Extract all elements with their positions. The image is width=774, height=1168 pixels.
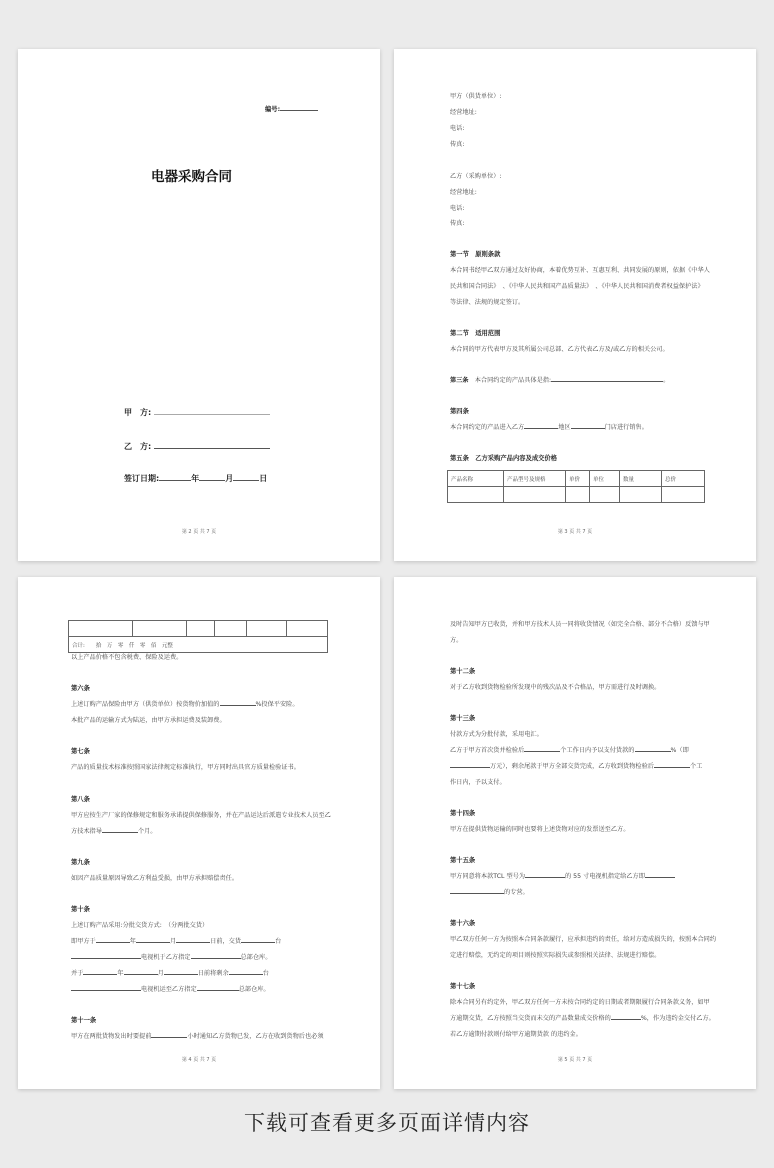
days-blank xyxy=(654,767,690,768)
days-blank xyxy=(524,751,560,752)
article-17-text xyxy=(450,1015,715,1023)
article-10-text-b: 年 xyxy=(129,938,136,945)
article-15-text xyxy=(450,889,529,897)
article-16-text: 定进行赔偿，无约定的项目则按照实际损失或参照相关法律、法规进行赔偿。 xyxy=(450,952,661,959)
date-blank xyxy=(124,974,158,975)
price-note: 以上产品价格不包含税费、保险及运费。 xyxy=(71,654,183,661)
article-4-text-c: 门店进行销售。 xyxy=(604,424,648,431)
article-10-text-g: 总部仓库。 xyxy=(240,954,272,961)
article-11-text xyxy=(71,1033,324,1041)
table-cell xyxy=(448,487,504,503)
article-10-title: 第十条 xyxy=(71,906,90,913)
party-a-blank xyxy=(154,414,270,415)
table-header-cell: 总价 xyxy=(662,471,705,487)
article-13-title: 第十三条 xyxy=(450,715,476,722)
article-10-text xyxy=(71,938,281,946)
hours-blank xyxy=(151,1037,187,1038)
article-10-text-d: 日前，交货 xyxy=(210,938,242,945)
article-3-text: 本合同约定的产品具体是指: xyxy=(474,377,552,384)
article-13-text-e: 个工 xyxy=(689,763,703,770)
year-label: 年 xyxy=(191,474,200,483)
table-cell xyxy=(133,621,187,637)
article-10-text-j: 月 xyxy=(157,970,164,977)
article-10-text xyxy=(71,986,270,994)
date-blank xyxy=(96,942,130,943)
date-blank xyxy=(136,942,170,943)
article-17-text-b: %，作为违约金交付乙方。 xyxy=(640,1015,715,1022)
article-3-title: 第三条 xyxy=(450,377,469,384)
article-15-text-a: 甲方同意将本款TCL 型号为 xyxy=(450,873,526,880)
table-header-cell: 数量 xyxy=(620,471,662,487)
table-header-cell: 单位 xyxy=(590,471,620,487)
article-10-text-l: 台 xyxy=(262,970,269,977)
article-11-title: 第十一条 xyxy=(71,1017,97,1024)
article-7-title: 第七条 xyxy=(71,748,90,755)
section-1-title: 第一节 原则条款 xyxy=(450,251,501,258)
month-blank xyxy=(199,480,225,481)
article-10-text-a: 即甲方于 xyxy=(71,938,96,945)
date-blank xyxy=(164,974,198,975)
section-2-title: 第二节 适用范围 xyxy=(450,330,501,337)
article-6-title: 第六条 xyxy=(71,685,90,692)
table-row xyxy=(448,487,705,503)
article-10-text-n: 总部仓库。 xyxy=(238,986,270,993)
date-blank xyxy=(176,942,210,943)
article-10-text-e: 台 xyxy=(275,938,282,945)
table-row xyxy=(69,621,328,637)
section-1-text: 民共和国合同法》 、《中华人民共和国产品质量法》 、《中华人民共和国消费者权益保护法》 xyxy=(450,283,704,290)
table-header-row xyxy=(448,471,705,487)
article-15-title: 第十五条 xyxy=(450,857,476,864)
warehouse-blank xyxy=(191,958,241,959)
table-header-cell: 产品名称 xyxy=(448,471,504,487)
product-blank xyxy=(551,381,663,382)
article-6-text-b: %投保平安险。 xyxy=(255,701,299,708)
price-table-continued xyxy=(68,620,328,653)
total-words: 拾 万 零 仟 零 佰 元整 xyxy=(95,642,173,649)
article-15-text-c: 的专营。 xyxy=(504,889,529,896)
party-b-buyer: 乙方（采购单位）: xyxy=(450,173,502,180)
article-17-text-a: 方逾期交货，乙方按照当交货而未交的产品数量成交价格的 xyxy=(450,1015,611,1022)
region-blank xyxy=(524,428,558,429)
year-blank xyxy=(159,480,191,481)
article-3-line: 第三条 本合同约定的产品具体是指: 。 xyxy=(450,377,670,384)
day-blank xyxy=(233,480,259,481)
page-footer: 第 3 页 共 7 页 xyxy=(557,529,593,535)
table-cell xyxy=(69,621,133,637)
party-a-phone: 电话: xyxy=(450,125,465,132)
article-10-text-m: 电视机运至乙方指定 xyxy=(141,986,197,993)
article-6-text-a: 上述订购产品保险由甲方（供货单位）按货物价加值的 xyxy=(71,701,220,708)
article-13-text-d: 万元），剩余尾款于甲方全部交货完成，乙方收到货物检验后 xyxy=(490,763,654,770)
article-13-text-c: %（即 xyxy=(670,747,689,754)
amount-blank xyxy=(450,767,490,768)
party-b-address: 经营地址: xyxy=(450,189,477,196)
sign-date-line xyxy=(124,473,267,484)
article-12-title: 第十二条 xyxy=(450,668,476,675)
exclusive-blank xyxy=(450,893,504,894)
article-10-text: 上述订购产品采用:分批交货方式: （分两批交货） xyxy=(71,922,209,929)
total-row xyxy=(69,637,328,653)
article-10-text xyxy=(71,954,271,962)
page-footer: 第 4 页 共 7 页 xyxy=(181,1057,217,1063)
article-6-text: 本批产品的运输方式为陆运，由甲方承担运费及装卸费。 xyxy=(71,717,226,724)
contract-page-3 xyxy=(394,49,756,561)
contract-number-label: 编号: xyxy=(265,106,281,113)
page-title: 电器采购合同 xyxy=(151,169,232,185)
download-more-caption: 下载可查看更多页面详情内容 xyxy=(244,1111,530,1135)
table-cell xyxy=(566,487,590,503)
party-a-address: 经营地址: xyxy=(450,109,477,116)
article-9-title: 第九条 xyxy=(71,859,90,866)
quantity-blank xyxy=(229,974,263,975)
table-cell xyxy=(187,621,215,637)
page-footer: 第 5 页 共 7 页 xyxy=(557,1057,593,1063)
article-16-text: 甲乙双方任何一方为按照本合同条款履行，应承担违约的责任，给对方造成损失的，按照本合同约 xyxy=(450,936,717,943)
contract-number xyxy=(265,104,318,113)
cover-page xyxy=(18,49,380,561)
party-a-supplier: 甲方（供货单位）: xyxy=(450,93,502,100)
party-b-fax: 传真: xyxy=(450,220,465,227)
article-13-text xyxy=(450,747,689,755)
section-1-text: 本合同书经甲乙双方通过友好协商，本着优势互补、互惠互利、共同发展的原则，依据《中华人 xyxy=(450,267,710,274)
date-blank xyxy=(83,974,117,975)
contract-page-5 xyxy=(394,577,756,1089)
article-10-text-k: 日前将剩余 xyxy=(197,970,229,977)
sign-date-label: 签订日期: xyxy=(124,474,160,483)
article-4-text-a: 本合同约定的产品进入乙方 xyxy=(450,424,525,431)
penalty-blank xyxy=(611,1019,641,1020)
article-10-text-f: 电视机于乙方指定 xyxy=(141,954,191,961)
party-b-phone: 电话: xyxy=(450,205,465,212)
party-b-line xyxy=(124,441,270,452)
party-a-line xyxy=(124,407,270,418)
article-8-text xyxy=(71,828,157,836)
article-11-text-b: 小时通知乙方货物已发，乙方在收到货物后也必须 xyxy=(187,1033,324,1040)
article-6-text xyxy=(71,701,299,709)
article-10-text-i: 年 xyxy=(117,970,124,977)
day-label: 日 xyxy=(259,474,268,483)
article-10-text xyxy=(71,970,269,978)
total-label: 合计: xyxy=(72,642,85,649)
percent-blank xyxy=(635,751,671,752)
table-cell xyxy=(215,621,247,637)
article-8-text-a: 方技术指导 xyxy=(71,828,102,835)
table-cell xyxy=(662,487,705,503)
article-17-text: 除本合同另有约定外，甲乙双方任何一方未按合同约定的日期或者期限履行合同条款义务，如甲 xyxy=(450,999,710,1006)
table-cell xyxy=(590,487,620,503)
article-10-text-h: 并于 xyxy=(71,970,84,977)
tv-model-blank xyxy=(71,990,141,991)
article-9-text: 如因产品质量原因导致乙方利益受损，由甲方承担赔偿责任。 xyxy=(71,875,239,882)
page-footer: 第 2 页 共 7 页 xyxy=(181,529,217,535)
article-11-text-a: 甲方在两批货物发出时要提前 xyxy=(71,1033,152,1040)
table-cell xyxy=(620,487,662,503)
total-cell xyxy=(69,637,328,653)
contract-number-blank xyxy=(280,110,318,111)
article-4-title: 第四条 xyxy=(450,408,469,415)
article-13-text-b: 个工作日内予以支付货款的 xyxy=(560,747,635,754)
article-4-text-b: 地区 xyxy=(558,424,571,431)
article-13-text: 付款方式为分批付款，采用电汇。 xyxy=(450,731,543,738)
article-13-text-a: 乙方于甲方首次货并检验后 xyxy=(450,747,525,754)
article-13-text: 作日内，予以支付。 xyxy=(450,779,506,786)
article-11-continued: 及时告知甲方已收货，并和甲方技术人员一同将收货情况（如完全合格、部分不合格）反馈与甲 xyxy=(450,621,710,628)
contract-page-4 xyxy=(18,577,380,1089)
party-a-label: 甲 方: xyxy=(124,408,152,417)
table-cell xyxy=(247,621,287,637)
quantity-blank xyxy=(241,942,275,943)
article-7-text: 产品的质量技术标准按照国家法律规定标准执行，甲方同时出具官方质量检验证书。 xyxy=(71,764,300,771)
model-blank xyxy=(525,877,565,878)
party-a-fax: 传真: xyxy=(450,141,465,148)
article-10-text-c: 月 xyxy=(169,938,177,945)
months-blank xyxy=(102,832,138,833)
table-header-cell: 单价 xyxy=(566,471,590,487)
article-15-text-b: 的 55 寸电视机指定给乙方即 xyxy=(565,873,645,880)
article-8-text: 甲方应按生产厂家的保修规定和服务承诺提供保修服务，并在产品运达后派遣专业技术人员至乙 xyxy=(71,812,331,819)
article-4-text xyxy=(450,424,648,432)
section-1-text: 等法律、法规的规定签订。 xyxy=(450,299,525,306)
article-17-text: 若乙方逾期付款则付给甲方逾期货款 的违约金。 xyxy=(450,1031,582,1038)
party-b-label: 乙 方: xyxy=(124,442,152,451)
article-14-text: 甲方在提供货物运输的同时也要将上述货物对应的发票送至乙方。 xyxy=(450,826,630,833)
tv-model-blank xyxy=(71,958,141,959)
article-12-text: 对于乙方收到货物检验所发现中的残次品及不合格品，甲方需进行及时调换。 xyxy=(450,684,661,691)
article-11-continued: 方。 xyxy=(450,637,463,644)
price-table xyxy=(447,470,705,503)
table-header-cell: 产品型号及规格 xyxy=(504,471,566,487)
article-17-title: 第十七条 xyxy=(450,983,476,990)
article-16-title: 第十六条 xyxy=(450,920,476,927)
article-13-text xyxy=(450,763,702,771)
article-15-text xyxy=(450,873,675,881)
table-cell xyxy=(287,621,328,637)
store-blank xyxy=(571,428,605,429)
article-8-title: 第八条 xyxy=(71,796,90,803)
party-b-blank xyxy=(154,448,270,449)
article-5-title: 第五条 乙方采购产品内容及成交价格 xyxy=(450,455,558,462)
month-label: 月 xyxy=(225,474,234,483)
warehouse-blank xyxy=(197,990,239,991)
article-14-title: 第十四条 xyxy=(450,810,476,817)
insurance-blank xyxy=(220,705,256,706)
section-2-text: 本合同的甲方代表甲方及其所属公司总部、乙方代表乙方及/或乙方的相关公司。 xyxy=(450,346,669,353)
table-cell xyxy=(504,487,566,503)
article-8-text-b: 个月。 xyxy=(137,828,157,835)
party-blank xyxy=(645,877,675,878)
